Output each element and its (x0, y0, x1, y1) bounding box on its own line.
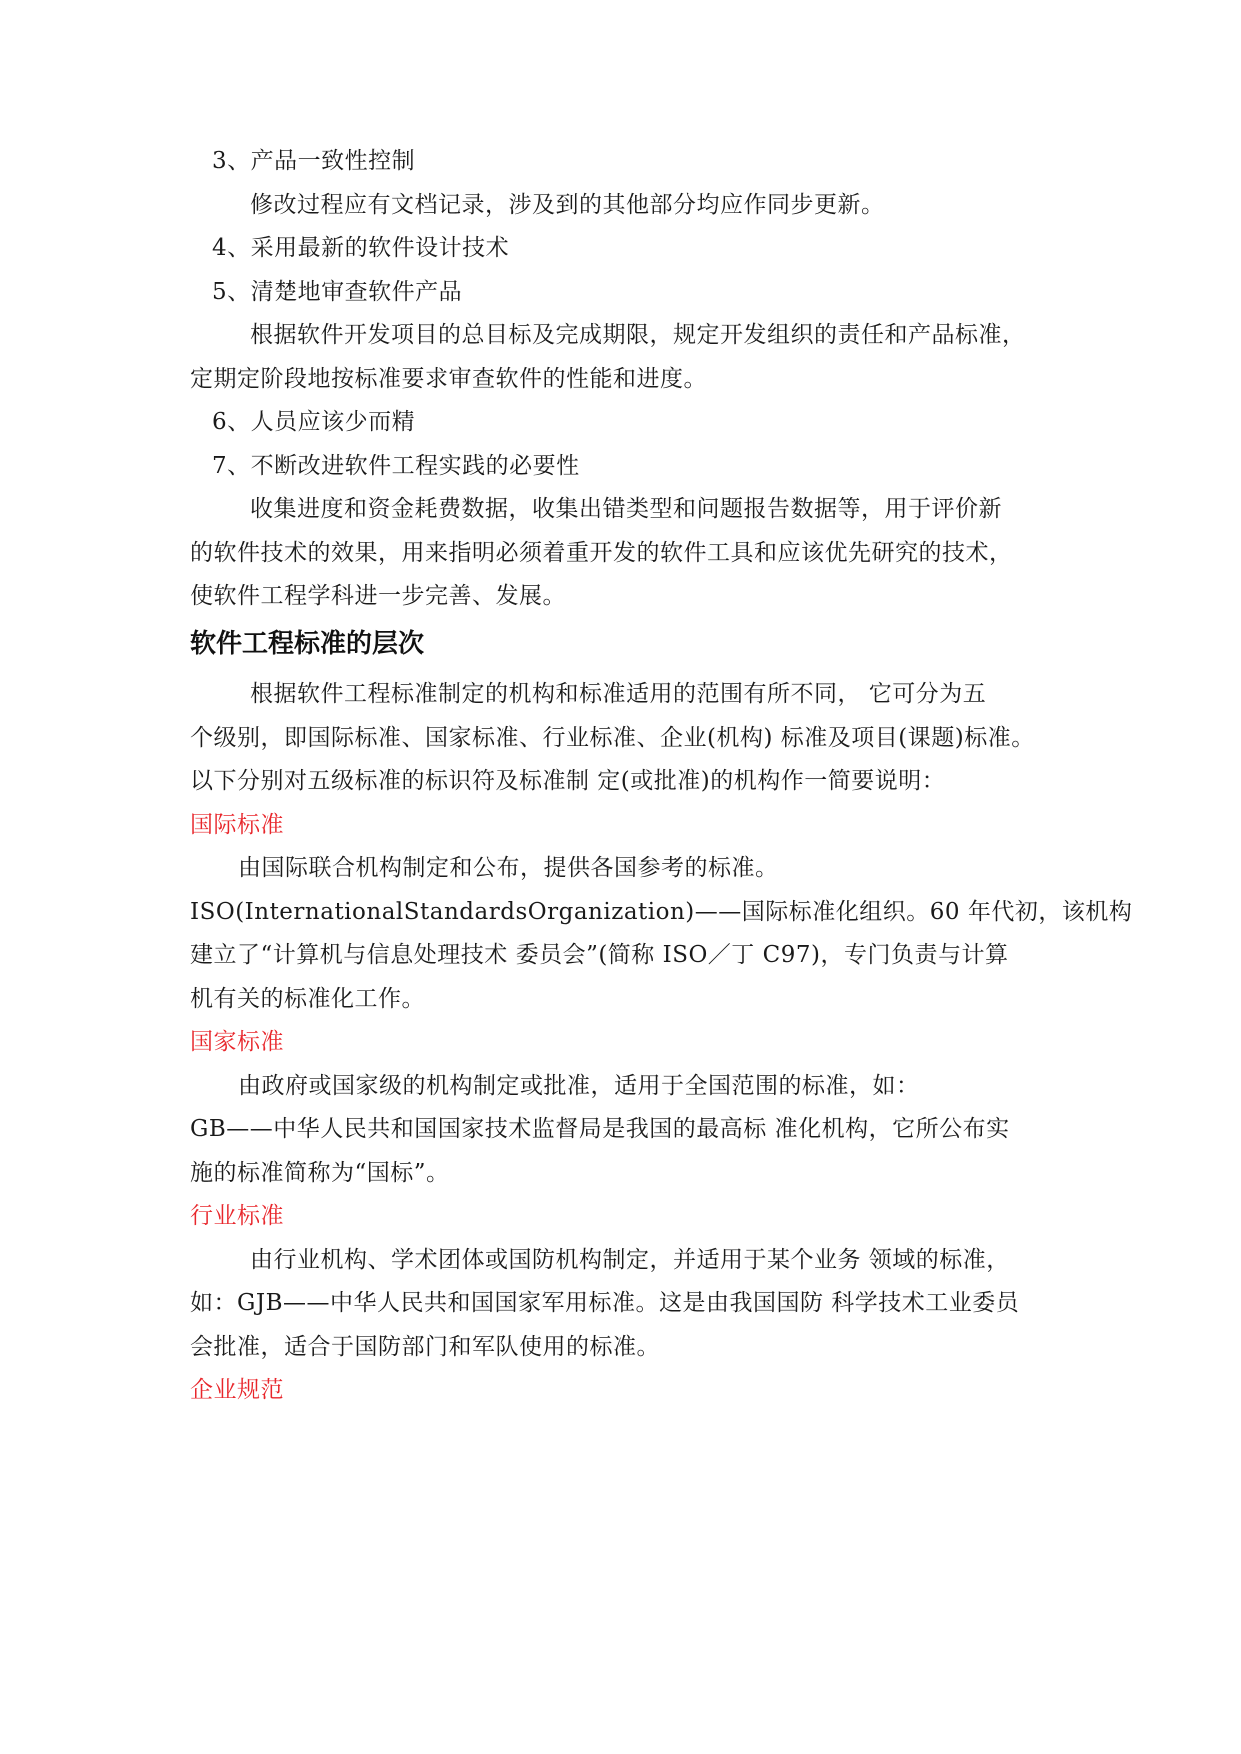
subheading-industry: 行业标准 (190, 1203, 284, 1229)
paragraph-line: GB——中华人民共和国国家技术监督局是我国的最高标 准化机构，它所公布实 (190, 1116, 1010, 1142)
subheading-enterprise: 企业规范 (190, 1377, 284, 1403)
paragraph-line: 根据软件开发项目的总目标及完成期限，规定开发组织的责任和产品标准， (250, 322, 1026, 348)
paragraph-line: 以下分别对五级标准的标识符及标准制 定(或批准)的机构作一简要说明： (190, 768, 946, 794)
paragraph-line: 使软件工程学科进一步完善、发展。 (190, 583, 566, 609)
paragraph-line: 修改过程应有文档记录，涉及到的其他部分均应作同步更新。 (250, 192, 885, 218)
subheading-national: 国家标准 (190, 1029, 284, 1055)
paragraph-line: 由政府或国家级的机构制定或批准，适用于全国范围的标准，如： (238, 1073, 920, 1099)
paragraph-line: 建立了“计算机与信息处理技术 委员会”(简称 ISO／丁 C97)，专门负责与计算 (190, 942, 1009, 968)
paragraph-line: 由行业机构、学术团体或国防机构制定，并适用于某个业务 领域的标准， (250, 1247, 1010, 1273)
paragraph-line: 的软件技术的效果，用来指明必须着重开发的软件工具和应该优先研究的技术， (190, 540, 1013, 566)
paragraph-line: 施的标准简称为“国标”。 (190, 1160, 450, 1186)
list-item-3: 3、产品一致性控制 (212, 148, 416, 174)
subheading-international: 国际标准 (190, 812, 284, 838)
section-heading: 软件工程标准的层次 (190, 629, 425, 659)
paragraph-line: 机有关的标准化工作。 (190, 986, 425, 1012)
paragraph-line: 根据软件工程标准制定的机构和标准适用的范围有所不同， 它可分为五 (250, 681, 987, 707)
paragraph-line: 收集进度和资金耗费数据，收集出错类型和问题报告数据等，用于评价新 (250, 496, 1002, 522)
paragraph-line: 由国际联合机构制定和公布，提供各国参考的标准。 (238, 855, 779, 881)
list-item-4: 4、采用最新的软件设计技术 (212, 235, 510, 261)
paragraph-line: 会批准，适合于国防部门和军队使用的标准。 (190, 1334, 660, 1360)
list-item-7: 7、不断改进软件工程实践的必要性 (212, 453, 580, 479)
paragraph-line: ISO(InternationalStandardsOrganization)——国际标准化组织。60 年代初，该机构 (190, 899, 1133, 925)
paragraph-line: 如：GJB——中华人民共和国国家军用标准。这是由我国国防 科学技术工业委员 (190, 1290, 1020, 1316)
list-item-6: 6、人员应该少而精 (212, 409, 416, 435)
paragraph-line: 个级别，即国际标准、国家标准、行业标准、企业(机构) 标准及项目(课题)标准。 (190, 725, 1035, 751)
list-item-5: 5、清楚地审查软件产品 (212, 279, 463, 305)
paragraph-line: 定期定阶段地按标准要求审查软件的性能和进度。 (190, 366, 707, 392)
